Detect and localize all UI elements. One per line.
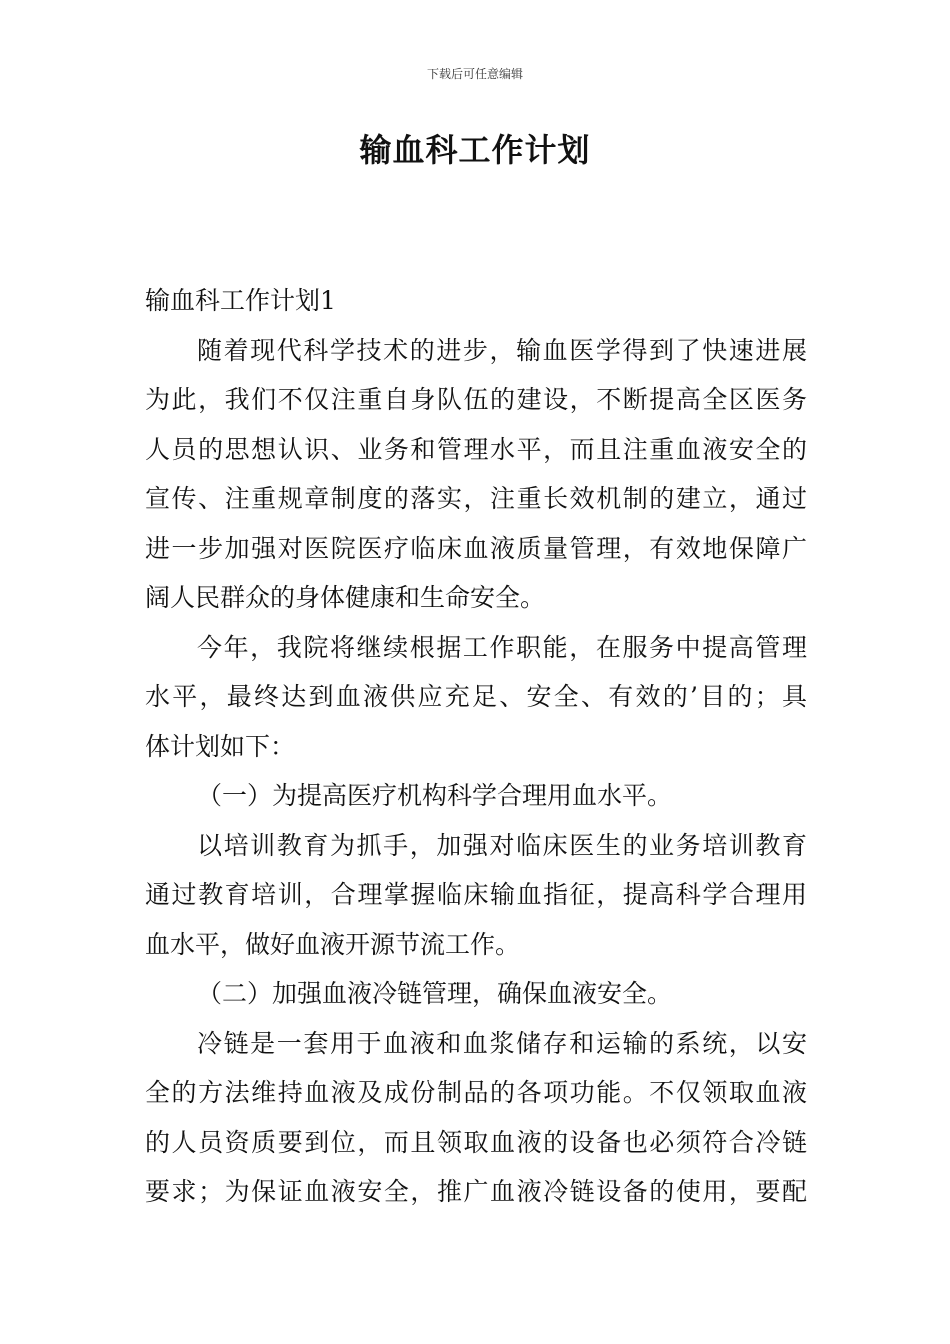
document-title: 输血科工作计划 bbox=[359, 131, 591, 169]
paragraph-line: 体计划如下： bbox=[145, 731, 296, 761]
paragraph-line: 冷链是一套用于血液和血浆储存和运输的系统，以安 bbox=[197, 1028, 807, 1058]
header-note: 下载后可任意编辑 bbox=[426, 67, 523, 81]
paragraph-line: 为此，我们不仅注重自身队伍的建设，不断提高全区医务 bbox=[145, 385, 807, 414]
section-heading: （一）为提高医疗机构科学合理用血水平。 bbox=[197, 781, 673, 810]
section-subtitle: 输血科工作计划1 bbox=[145, 286, 336, 315]
paragraph-line: 进一步加强对医院医疗临床血液质量管理，有效地保障广 bbox=[145, 533, 807, 563]
paragraph-line: 随着现代科学技术的进步，输血医学得到了快速进展 bbox=[197, 335, 807, 365]
paragraph-line: 今年，我院将继续根据工作职能，在服务中提高管理 bbox=[197, 632, 807, 662]
paragraph-line: 通过教育培训，合理掌握临床输血指征，提高科学合理用 bbox=[145, 880, 807, 909]
paragraph-line: 人员的思想认识、业务和管理水平，而且注重血液安全的 bbox=[145, 434, 807, 464]
paragraph-line: 血水平，做好血液开源节流工作。 bbox=[145, 929, 521, 959]
paragraph-line: 以培训教育为抓手，加强对临床医生的业务培训教育 bbox=[197, 830, 807, 860]
section-heading: （二）加强血液冷链管理，确保血液安全。 bbox=[197, 979, 673, 1008]
paragraph-line: 的人员资质要到位，而且领取血液的设备也必须符合冷链 bbox=[145, 1127, 807, 1157]
paragraph-line: 全的方法维持血液及成份制品的各项功能。不仅领取血液 bbox=[145, 1078, 807, 1107]
document-body bbox=[145, 276, 807, 1217]
paragraph-line: 水平，最终达到血液供应充足、安全、有效的’目的；具 bbox=[145, 682, 807, 711]
paragraph-line: 要求；为保证血液安全，推广血液冷链设备的使用，要配 bbox=[145, 1177, 807, 1206]
paragraph-line: 阔人民群众的身体健康和生命安全。 bbox=[145, 583, 546, 612]
paragraph-line: 宣传、注重规章制度的落实，注重长效机制的建立，通过 bbox=[145, 484, 807, 513]
